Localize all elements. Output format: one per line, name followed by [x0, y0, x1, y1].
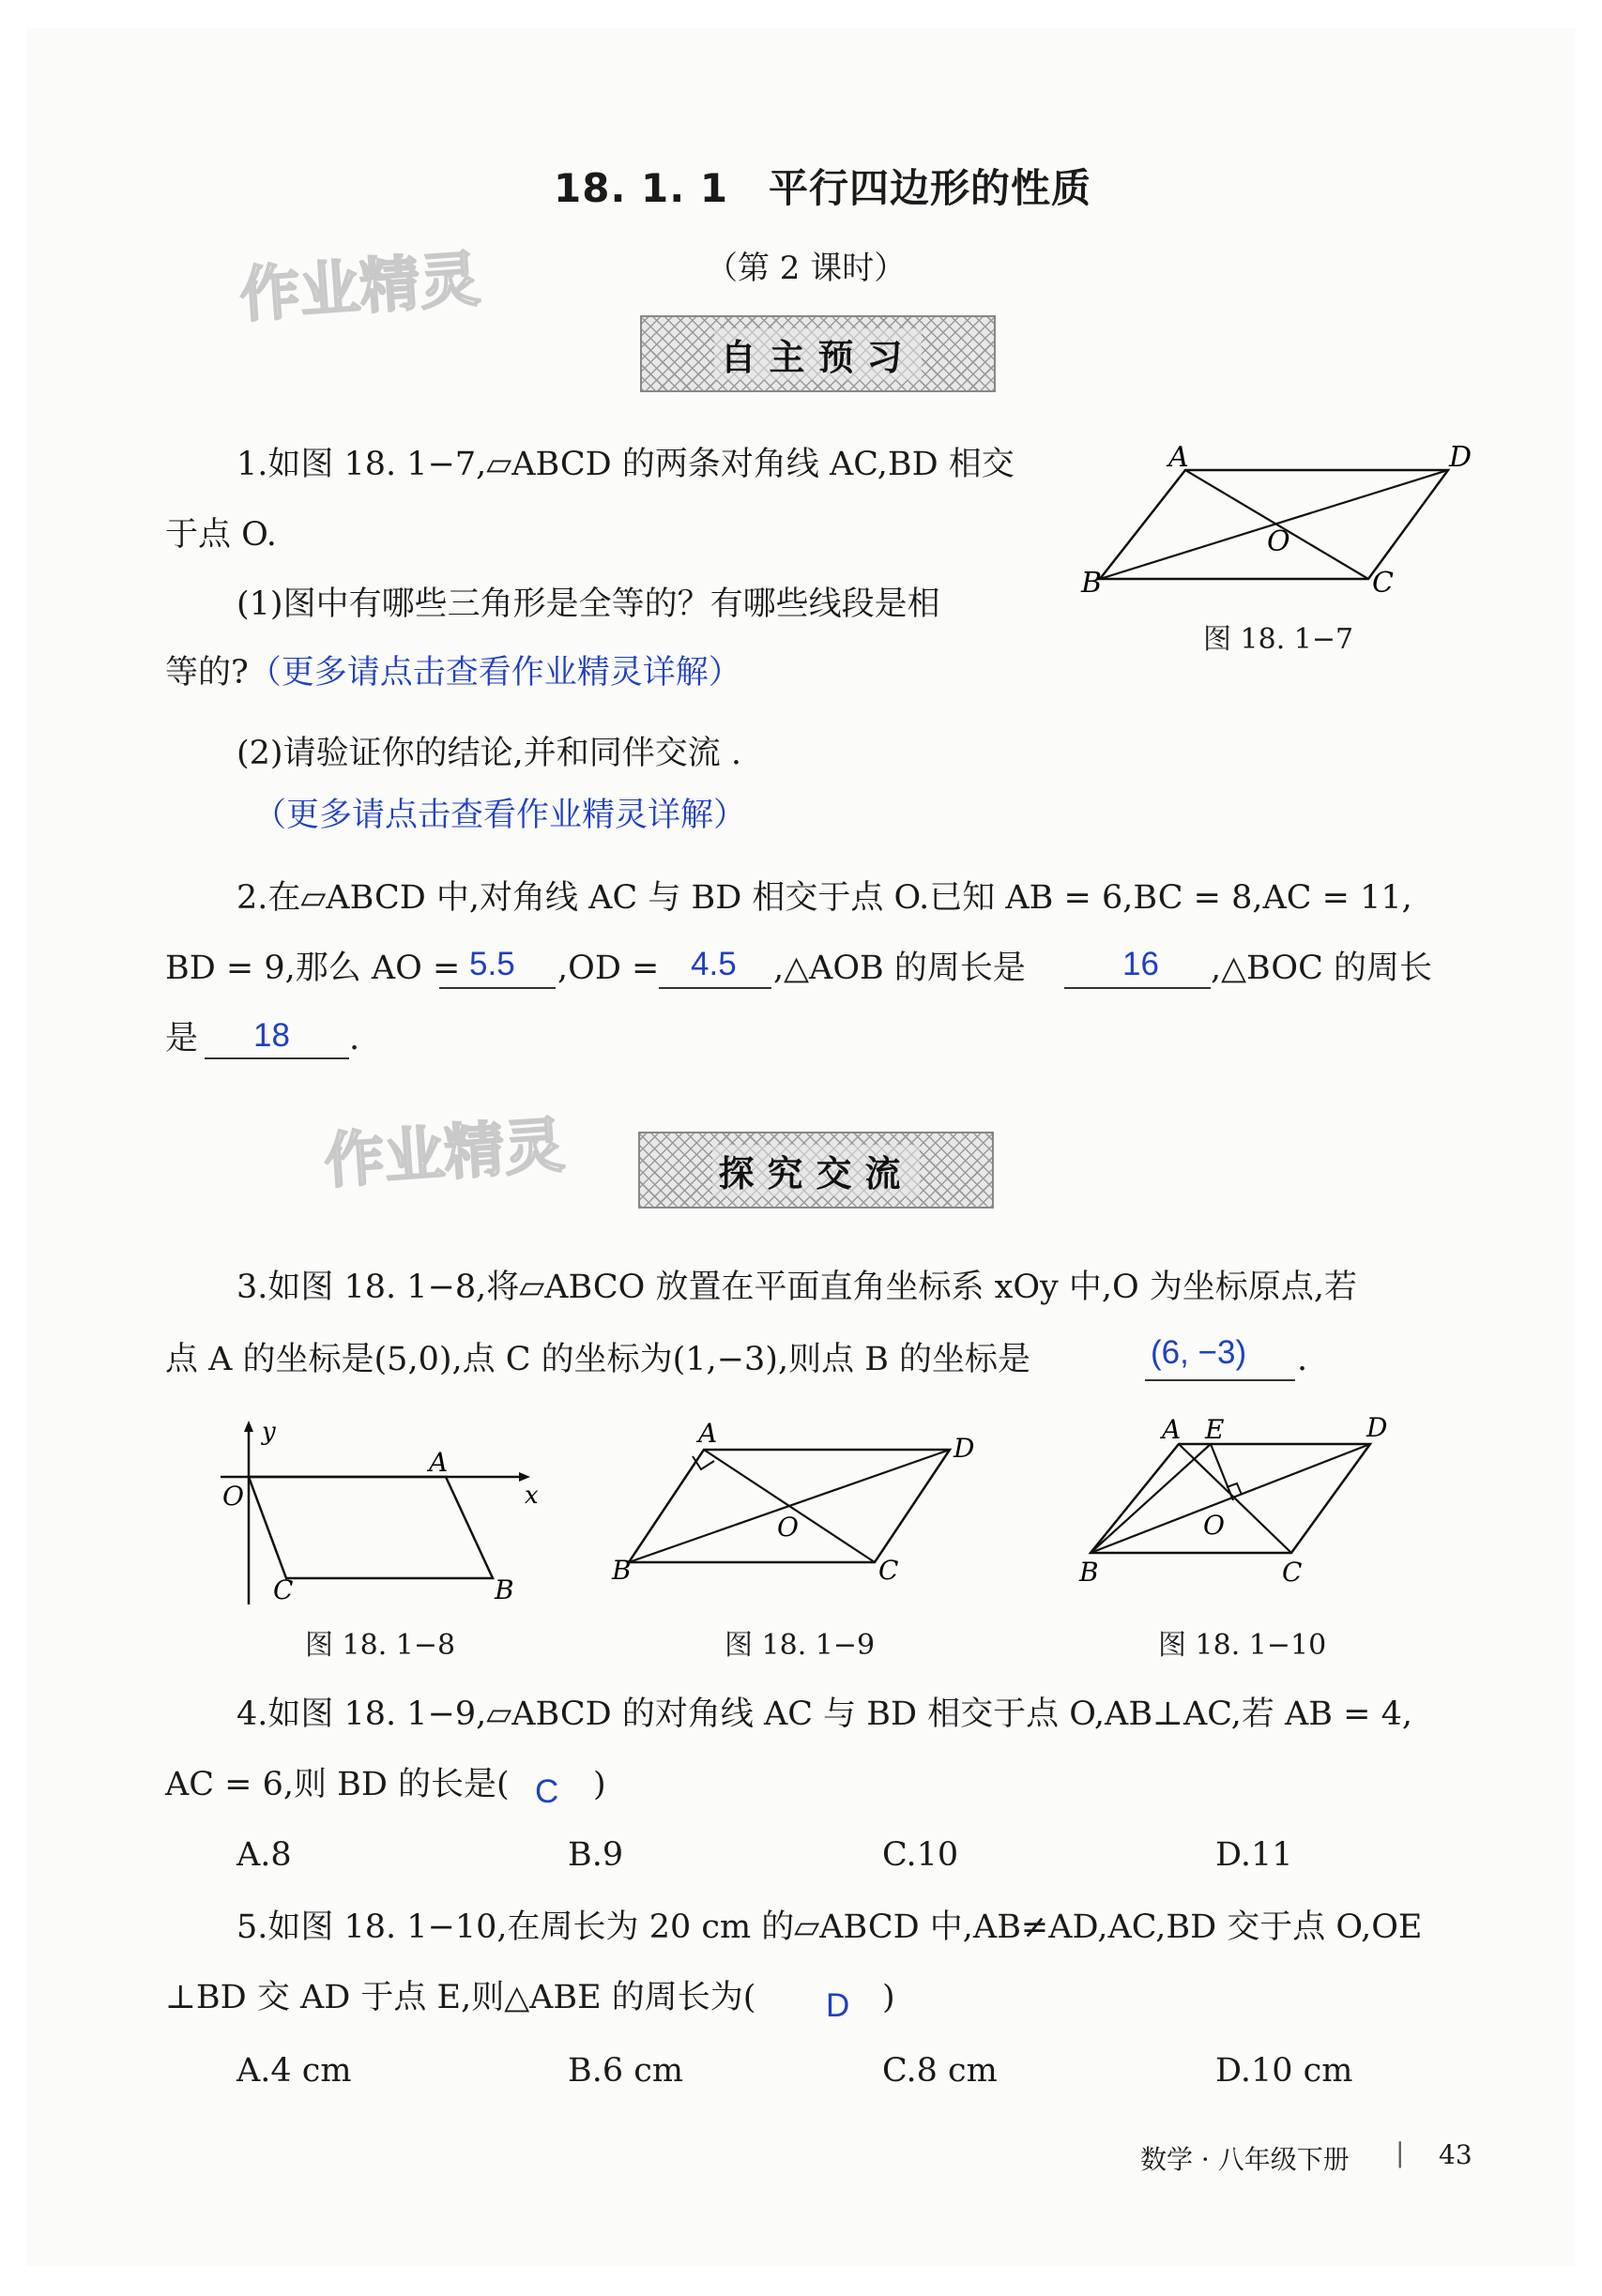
vertex-label: O: [1203, 1510, 1225, 1541]
vertex-label: O: [222, 1481, 244, 1512]
vertex-label: D: [1449, 441, 1472, 474]
answer-perimeter-AOB: 16: [1122, 946, 1159, 982]
q4-option: D.11: [1215, 1836, 1293, 1874]
q2-line3b: .: [349, 1020, 360, 1057]
q5-line2a: ⊥BD 交 AD 于点 E,则△ABE 的周长为(: [165, 1979, 756, 2016]
section-banner-preview: [640, 315, 996, 392]
vertex-label: B: [1079, 1557, 1099, 1588]
vertex-label: C: [273, 1574, 294, 1605]
q4-option: B.9: [568, 1836, 624, 1874]
q2-line2c: ,△AOB 的周长是: [773, 950, 1026, 987]
figure-caption: 图 18. 1−10: [1158, 1629, 1327, 1662]
section-banner-explore: [638, 1132, 994, 1209]
q2-line2b: ,OD =: [557, 950, 660, 987]
vertex-label: D: [954, 1433, 975, 1464]
answer-blank: [205, 1057, 349, 1059]
vertex-label: A: [698, 1418, 718, 1449]
footer-separator: |: [1396, 2137, 1405, 2168]
watermark: 作业精灵: [322, 1111, 567, 1197]
footer-book-title: 数学 · 八年级下册: [1140, 2144, 1350, 2175]
q3-line2: 点 A 的坐标是(5,0),点 C 的坐标为(1,−3),则点 B 的坐标是: [165, 1341, 1031, 1378]
page-title: 18. 1. 1 平行四边形的性质: [554, 165, 1092, 211]
vertex-label: O: [777, 1512, 799, 1543]
q4-line1: 4.如图 18. 1−9,▱ABCD 的对角线 AC 与 BD 相交于点 O,AB⊥AC,若 AB = 4,: [236, 1695, 1412, 1733]
figure-18-1-7: [1079, 436, 1473, 610]
q1-line2: 于点 O.: [165, 516, 277, 554]
figure-18-1-9: [601, 1412, 995, 1600]
q2-line3a: 是: [165, 1020, 199, 1057]
vertex-label: O: [1267, 525, 1290, 558]
q1-part1-line1: (1)图中有哪些三角形是全等的？有哪些线段是相: [236, 585, 940, 623]
vertex-label: A: [1162, 1414, 1182, 1445]
answer-AO: 5.5: [469, 946, 515, 982]
q1-line1: 1.如图 18. 1−7,▱ABCD 的两条对角线 AC,BD 相交: [236, 446, 1015, 483]
vertex-label: E: [1205, 1414, 1225, 1445]
q2-line1: 2.在▱ABCD 中,对角线 AC 与 BD 相交于点 O.已知 AB = 6,BC = 8,AC = 11,: [236, 879, 1412, 917]
section-title: 自主预习: [714, 328, 921, 380]
answer-blank: [439, 987, 556, 989]
q4-line2b: ): [593, 1766, 606, 1803]
vertex-label: A: [429, 1447, 449, 1478]
q4-option: A.8: [236, 1836, 292, 1874]
answer-blank: [659, 987, 771, 989]
answer-blank: [1064, 987, 1211, 989]
q1-part1-line2: 等的?（更多请点击查看作业精灵详解）: [165, 654, 741, 692]
answer-perimeter-BOC: 18: [253, 1017, 290, 1054]
answer-choice: C: [535, 1773, 559, 1810]
axis-label: y: [262, 1418, 276, 1446]
vertex-label: C: [878, 1555, 899, 1586]
q5-line2b: ): [882, 1979, 895, 2016]
figure-18-1-8: [211, 1417, 549, 1614]
axis-label: x: [525, 1482, 539, 1510]
q3-line1: 3.如图 18. 1−8,将▱ABCO 放置在平面直角坐标系 xOy 中,O 为坐标原点,若: [236, 1269, 1357, 1306]
vertex-label: B: [1081, 567, 1103, 600]
q3-line2-end: .: [1297, 1341, 1308, 1378]
q5-option: A.4 cm: [236, 2052, 352, 2090]
page-subtitle: （第 2 课时）: [706, 250, 907, 287]
detail-link[interactable]: （更多请点击查看作业精灵详解）: [248, 654, 741, 692]
q5-line1: 5.如图 18. 1−10,在周长为 20 cm 的▱ABCD 中,AB≠AD,AC,BD 交于点 O,OE: [236, 1908, 1423, 1946]
watermark: 作业精灵: [237, 245, 482, 331]
q2-line2d: ,△BOC 的周长: [1211, 950, 1433, 987]
q4-line2a: AC = 6,则 BD 的长是(: [165, 1766, 510, 1803]
vertex-label: D: [1366, 1412, 1388, 1443]
q4-option: C.10: [882, 1836, 959, 1874]
vertex-label: B: [612, 1555, 632, 1586]
answer-point-B: (6, −3): [1151, 1334, 1247, 1371]
q2-line2a: BD = 9,那么 AO =: [165, 950, 461, 987]
q5-option: C.8 cm: [882, 2052, 998, 2090]
vertex-label: C: [1372, 567, 1394, 600]
vertex-label: B: [495, 1574, 514, 1605]
figure-18-1-10: [1070, 1412, 1408, 1600]
figure-caption: 图 18. 1−8: [305, 1629, 456, 1662]
answer-OD: 4.5: [691, 946, 737, 982]
answer-blank: [1145, 1379, 1295, 1381]
vertex-label: C: [1282, 1557, 1303, 1588]
q1-part2: (2)请验证你的结论,并和同伴交流 .: [236, 735, 741, 772]
figure-caption: 图 18. 1−7: [1203, 623, 1354, 656]
figure-caption: 图 18. 1−9: [725, 1629, 876, 1662]
answer-choice: D: [826, 1987, 850, 2024]
page-number: 43: [1439, 2139, 1472, 2170]
q5-option: B.6 cm: [568, 2052, 684, 2090]
section-title: 探究交流: [712, 1145, 919, 1196]
vertex-label: A: [1168, 441, 1189, 474]
detail-link[interactable]: （更多请点击查看作业精灵详解）: [253, 797, 747, 834]
q5-option: D.10 cm: [1215, 2052, 1353, 2090]
